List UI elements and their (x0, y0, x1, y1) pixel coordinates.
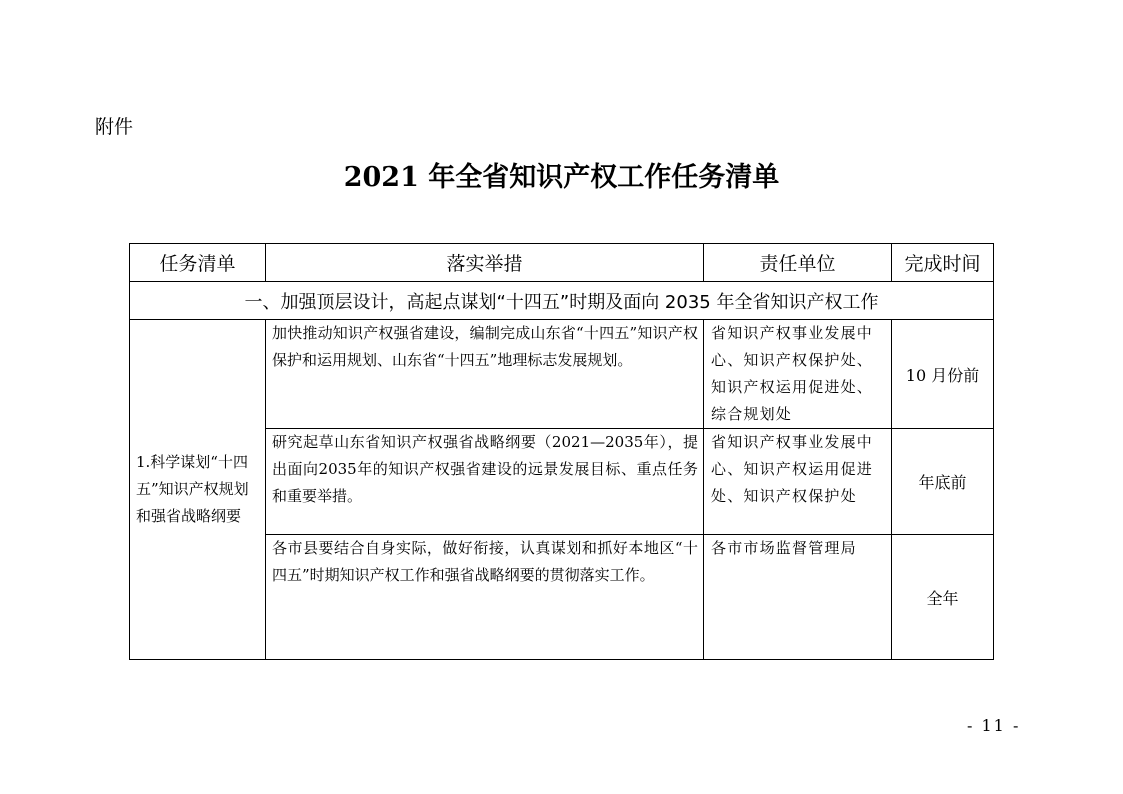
header-completion-time: 完成时间 (892, 244, 994, 282)
task-name: 1.科学谋划“十四五”知识产权规划和强省战略纲要 (130, 320, 266, 660)
header-task-list: 任务清单 (130, 244, 266, 282)
deadline: 10 月份前 (892, 320, 994, 429)
header-responsible-unit: 责任单位 (704, 244, 892, 282)
section-heading: 一、加强顶层设计，高起点谋划“十四五”时期及面向 2035 年全省知识产权工作 (130, 282, 994, 320)
deadline: 年底前 (892, 429, 994, 535)
table-row (130, 320, 994, 429)
task-table (129, 243, 994, 660)
responsible-unit: 省知识产权事业发展中心、知识产权保护处、知识产权运用促进处、综合规划处 (704, 320, 892, 429)
responsible-unit: 省知识产权事业发展中心、知识产权运用促进处、知识产权保护处 (704, 429, 892, 535)
deadline: 全年 (892, 535, 994, 660)
page-number: - 11 - (967, 716, 1021, 735)
measure-text: 研究起草山东省知识产权强省战略纲要（2021—2035年），提出面向2035年的知识产权强省建设的远景发展目标、重点任务和重要举措。 (266, 429, 704, 535)
responsible-unit: 各市市场监督管理局 (704, 535, 892, 660)
attachment-label: 附件 (95, 116, 134, 138)
document-title: 2021 年全省知识产权工作任务清单 (343, 162, 780, 193)
table-header-row (130, 244, 994, 282)
section-row (130, 282, 994, 320)
measure-text: 各市县要结合自身实际，做好衔接，认真谋划和抓好本地区“十四五”时期知识产权工作和强省战略纲要的贯彻落实工作。 (266, 535, 704, 660)
header-measures: 落实举措 (266, 244, 704, 282)
measure-text: 加快推动知识产权强省建设，编制完成山东省“十四五”知识产权保护和运用规划、山东省“十四五”地理标志发展规划。 (266, 320, 704, 429)
